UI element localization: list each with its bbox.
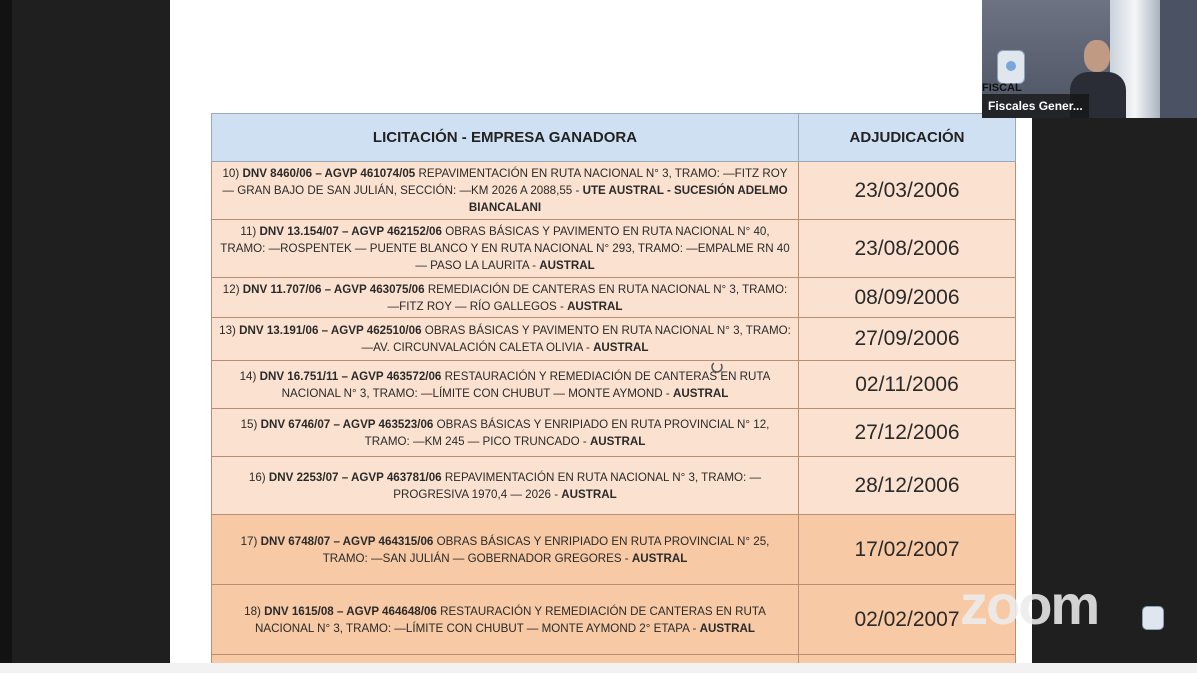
row-date: 27/09/2006 <box>799 318 1016 361</box>
left-black-border <box>0 0 12 673</box>
table-row <box>212 457 1016 515</box>
table-row <box>212 278 1016 318</box>
table-row <box>212 361 1016 409</box>
participant-name: Fiscales Gener... <box>982 94 1089 118</box>
table-row <box>212 655 1016 664</box>
row-description: 16) DNV 2253/07 – AGVP 463781/06 REPAVIMENTACIÓN EN RUTA NACIONAL N° 3, TRAMO: —PROGRESIVA 1970,4 — 2026 - AUSTRAL <box>212 457 799 515</box>
row-description: 10) DNV 8460/06 – AGVP 461074/05 REPAVIMENTACIÓN EN RUTA NACIONAL N° 3, TRAMO: —FITZ ROY — GRAN BAJO DE SAN JULIÁN, SECCIÓN: —KM 2026 A 2088,55 - UTE AUSTRAL - SUCESIÓN ADELMO BIANCALANI <box>212 162 799 220</box>
bottom-strip <box>0 663 1197 673</box>
header-adjudicacion: ADJUDICACIÓN <box>799 114 1016 162</box>
row-date: 23/03/2006 <box>799 162 1016 220</box>
licitaciones-table <box>211 113 1016 663</box>
zoom-logo: zoom <box>960 573 1099 636</box>
institution-seal-icon <box>1142 606 1164 630</box>
row-date: 23/08/2006 <box>799 220 1016 278</box>
participant-video-tile[interactable] <box>982 0 1197 118</box>
row-description: 11) DNV 13.154/07 – AGVP 462152/06 OBRAS BÁSICAS Y PAVIMENTO EN RUTA NACIONAL N° 40, TRAMO: —ROSPENTEK — PUENTE BLANCO Y EN RUTA NACIONAL N° 293, TRAMO: —EMPALME RN 40 — PASO LA LAURITA - AUSTRAL <box>212 220 799 278</box>
row-date: 17/02/2007 <box>799 515 1016 585</box>
left-dark-area <box>12 0 170 663</box>
row-description: 17) DNV 6748/07 – AGVP 464315/06 OBRAS BÁSICAS Y ENRIPIADO EN RUTA PROVINCIAL N° 25, TRAMO: —SAN JULIÁN — GOBERNADOR GREGORES - AUSTRAL <box>212 515 799 585</box>
table-row <box>212 515 1016 585</box>
row-description <box>212 655 799 664</box>
table-row <box>212 409 1016 457</box>
loading-cursor-icon <box>710 360 724 374</box>
row-date: 02/11/2006 <box>799 361 1016 409</box>
row-description: 12) DNV 11.707/06 – AGVP 463075/06 REMEDIACIÓN DE CANTERAS EN RUTA NACIONAL N° 3, TRAMO: —FITZ ROY — RÍO GALLEGOS - AUSTRAL <box>212 278 799 318</box>
row-date: 08/09/2006 <box>799 278 1016 318</box>
row-description: 18) DNV 1615/08 – AGVP 464648/06 RESTAURACIÓN Y REMEDIACIÓN DE CANTERAS EN RUTA NACIONAL N° 3, TRAMO: —LÍMITE CON CHUBUT — MONTE AYMOND 2° ETAPA - AUSTRAL <box>212 585 799 655</box>
row-date: 27/12/2006 <box>799 409 1016 457</box>
row-description: 14) DNV 16.751/11 – AGVP 463572/06 RESTAURACIÓN Y REMEDIACIÓN DE CANTERAS EN RUTA NACIONAL N° 3, TRAMO: —LÍMITE CON CHUBUT — MONTE AYMOND - AUSTRAL <box>212 361 799 409</box>
wall-sign: FISCAL <box>982 82 1022 94</box>
seal-icon <box>997 50 1025 84</box>
row-date: 02/02/2007 <box>799 585 1016 655</box>
table-header-row <box>212 114 1016 162</box>
table-row <box>212 162 1016 220</box>
row-date: 28/12/2006 <box>799 457 1016 515</box>
row-date <box>799 655 1016 664</box>
header-licitacion: LICITACIÓN - EMPRESA GANADORA <box>212 114 799 162</box>
table-row <box>212 585 1016 655</box>
shared-slide <box>170 0 1032 663</box>
row-description: 15) DNV 6746/07 – AGVP 463523/06 OBRAS BÁSICAS Y ENRIPIADO EN RUTA PROVINCIAL N° 12, TRAMO: —KM 245 — PICO TRUNCADO - AUSTRAL <box>212 409 799 457</box>
table-row <box>212 318 1016 361</box>
table-row <box>212 220 1016 278</box>
row-description: 13) DNV 13.191/06 – AGVP 462510/06 OBRAS BÁSICAS Y PAVIMENTO EN RUTA NACIONAL N° 3, TRAMO: —AV. CIRCUNVALACIÓN CALETA OLIVIA - AUSTRAL <box>212 318 799 361</box>
